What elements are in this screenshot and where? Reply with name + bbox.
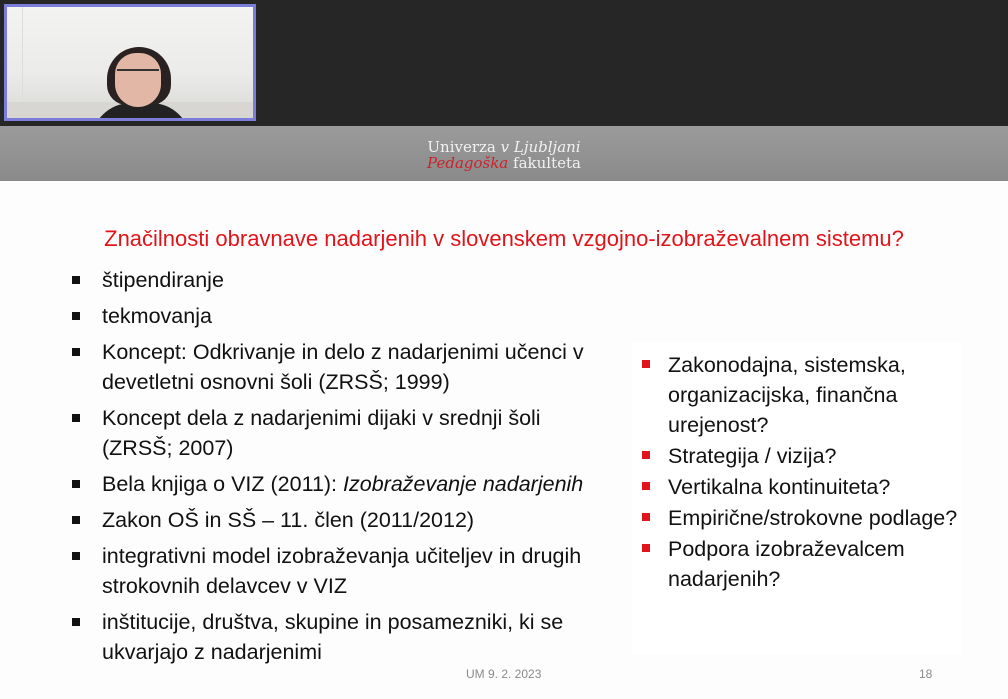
slide-page-number: 18 [919,667,933,681]
square-bullet-icon [72,516,80,524]
list-item [640,441,960,471]
list-item-text: Podpora izobraževalcem nadarjenih? [668,537,905,591]
list-item-text: Zakonodajna, sistemska, organizacijska, finančna urejenost? [668,353,906,437]
participant-video-tile[interactable] [4,4,256,121]
square-bullet-icon [72,276,80,284]
square-bullet-icon [72,552,80,560]
square-bullet-icon [72,414,80,422]
list-item-text: Strategija / vizija? [668,444,837,468]
slide-title: Značilnosti obravnave nadarjenih v slovenskem vzgojno-izobraževalnem sistemu? [104,226,904,251]
list-item [640,534,960,594]
list-item [72,505,592,535]
red-square-bullet-icon [642,360,650,368]
university-city: v Ljubljani [500,138,581,156]
participant-glasses [117,69,159,81]
red-square-bullet-icon [642,451,650,459]
list-item [72,607,592,667]
list-item [72,403,592,463]
list-item-text: Zakon OŠ in SŠ – 11. člen (2011/2012) [102,508,475,532]
list-item-italic-text: Izobraževanje nadarjenih [343,472,584,496]
faculty-name: Pedagoška [427,154,509,172]
list-item [72,469,592,499]
slide-footer-date: UM 9. 2. 2023 [466,667,542,681]
list-item-text: tekmovanja [102,304,212,328]
list-item [640,472,960,502]
left-bullet-list [72,265,592,673]
list-item [72,541,592,601]
list-item [640,503,960,533]
red-square-bullet-icon [642,513,650,521]
square-bullet-icon [72,618,80,626]
list-item-text: Bela knjiga o VIZ (2011): [102,472,344,496]
square-bullet-icon [72,348,80,356]
list-item [72,301,592,331]
red-square-bullet-icon [642,482,650,490]
list-item-text: Koncept: Odkrivanje in delo z nadarjenimi učenci v devetletni osnovni šoli (ZRSŠ; 1999) [102,340,584,394]
list-item-text: štipendiranje [102,268,224,292]
university-logo-line2 [0,154,1008,172]
square-bullet-icon [72,480,80,488]
square-bullet-icon [72,312,80,320]
list-item-text: inštitucije, društva, skupine in posamezniki, ki se ukvarjajo z nadarjenimi [102,610,564,664]
list-item-text: integrativni model izobraževanja učiteljev in drugih strokovnih delavcev v VIZ [102,544,582,598]
list-item [640,350,960,440]
list-item [72,265,592,295]
list-item-text: Vertikalna kontinuiteta? [668,475,891,499]
list-item-text: Empirične/strokovne podlage? [668,506,958,530]
right-bullet-list [640,350,960,595]
list-item [72,337,592,397]
faculty-label: fakulteta [508,154,581,172]
list-item-text: Koncept dela z nadarjenimi dijaki v srednji šoli (ZRSŠ; 2007) [102,406,541,460]
university-name: Univerza [427,138,501,156]
red-square-bullet-icon [642,544,650,552]
